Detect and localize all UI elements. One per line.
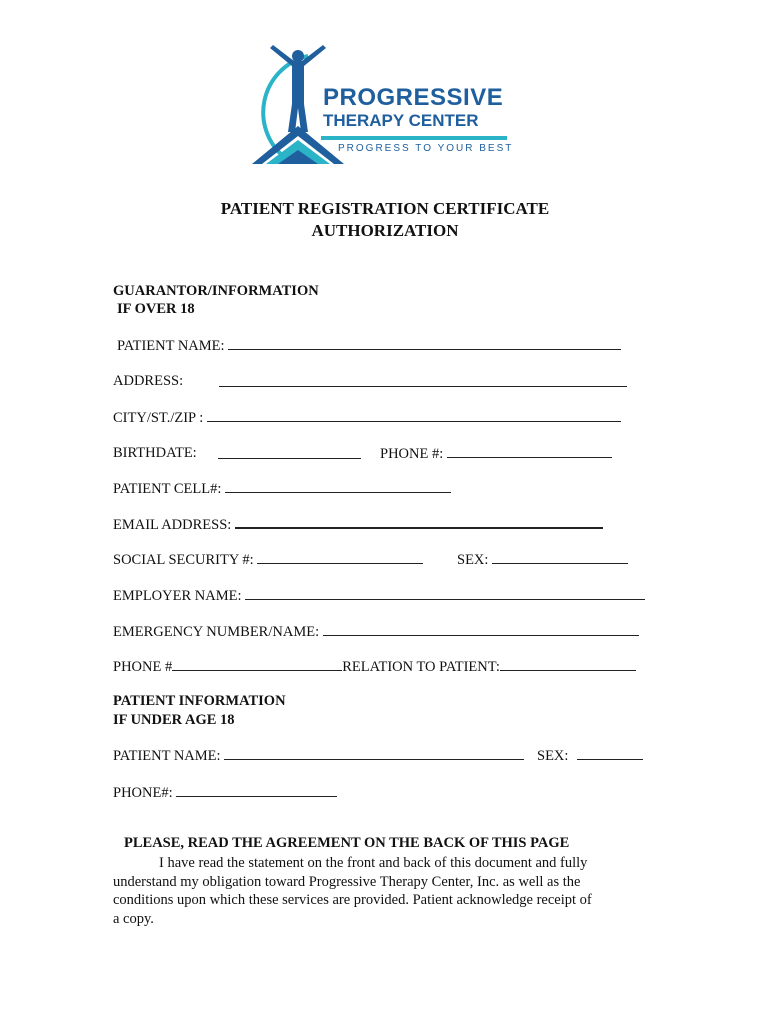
- city-row: [113, 409, 621, 427]
- sex-field[interactable]: [492, 551, 628, 564]
- minor-name-label: PATIENT NAME:: [113, 748, 221, 764]
- minor-heading-line2: IF UNDER AGE 18: [113, 712, 235, 728]
- patient-name-label: PATIENT NAME:: [117, 338, 225, 354]
- employer-field[interactable]: [245, 587, 645, 600]
- minor-sex-label: SEX:: [537, 748, 569, 764]
- agreement-line4: a copy.: [113, 910, 154, 927]
- email-row: [113, 515, 603, 534]
- address-label: ADDRESS:: [113, 373, 184, 389]
- logo-name-line2: THERAPY CENTER: [323, 111, 479, 130]
- guarantor-heading-line1: GUARANTOR/INFORMATION: [113, 283, 319, 299]
- cell-label: PATIENT CELL#:: [113, 481, 222, 497]
- emergency-field[interactable]: [323, 623, 639, 636]
- ssn-field[interactable]: [257, 551, 423, 564]
- cell-field[interactable]: [225, 480, 451, 493]
- sex-row: [457, 551, 628, 569]
- address-row: [113, 373, 183, 390]
- employer-row: [113, 587, 645, 605]
- logo-name-line1: PROGRESSIVE: [323, 84, 504, 111]
- city-label: CITY/ST./ZIP :: [113, 410, 204, 426]
- page-title-line1: PATIENT REGISTRATION CERTIFICATE: [220, 199, 550, 218]
- phone-label: PHONE #:: [380, 446, 444, 462]
- address-field[interactable]: [219, 374, 627, 387]
- minor-name-field[interactable]: [224, 747, 524, 760]
- city-field[interactable]: [207, 409, 621, 422]
- minor-name-row: [113, 747, 524, 765]
- logo-accent-bar: [321, 136, 507, 140]
- emergency-row: [113, 623, 639, 641]
- agreement-paragraph: [113, 854, 623, 928]
- patient-name-field[interactable]: [228, 337, 621, 350]
- minor-phone-row: [113, 784, 337, 802]
- employer-label: EMPLOYER NAME:: [113, 588, 242, 604]
- logo-tagline: PROGRESS TO YOUR BEST: [338, 143, 514, 154]
- patient-name-row: [117, 337, 621, 355]
- phone2-label: PHONE #: [113, 659, 173, 675]
- relation-field[interactable]: [500, 658, 636, 671]
- ssn-label: SOCIAL SECURITY #:: [113, 552, 254, 568]
- minor-sex-field[interactable]: [577, 747, 643, 760]
- page-title-line2: AUTHORIZATION: [311, 221, 459, 240]
- company-logo: [248, 42, 518, 168]
- minor-phone-label: PHONE#:: [113, 785, 173, 801]
- agreement-line1: I have read the statement on the front and back of this document and fully: [159, 855, 588, 871]
- email-field[interactable]: [235, 515, 603, 529]
- agreement-line2: understand my obligation toward Progressive Therapy Center, Inc. as well as the: [113, 873, 581, 890]
- phone-field[interactable]: [447, 445, 612, 458]
- relation-label: RELATION TO PATIENT:: [342, 659, 500, 675]
- guarantor-heading-line2: IF OVER 18: [117, 301, 195, 317]
- agreement-line3: conditions upon which these services are provided. Patient acknowledge receipt of: [113, 892, 592, 908]
- birthdate-field[interactable]: [218, 446, 361, 459]
- agreement-heading: PLEASE, READ THE AGREEMENT ON THE BACK OF THIS PAGE: [124, 835, 570, 851]
- minor-sex-row: [537, 747, 643, 765]
- minor-phone-field[interactable]: [176, 784, 337, 797]
- birthdate-row: [113, 445, 197, 462]
- emergency-label: EMERGENCY NUMBER/NAME:: [113, 624, 320, 640]
- sex-label: SEX:: [457, 552, 489, 568]
- phone2-field[interactable]: [172, 658, 342, 671]
- phone2-row: [113, 658, 636, 676]
- email-label: EMAIL ADDRESS:: [113, 517, 232, 533]
- minor-heading-line1: PATIENT INFORMATION: [113, 693, 286, 709]
- cell-row: [113, 480, 451, 498]
- birthdate-label: BIRTHDATE:: [113, 445, 197, 461]
- phone-row: [380, 445, 612, 463]
- ssn-row: [113, 551, 423, 569]
